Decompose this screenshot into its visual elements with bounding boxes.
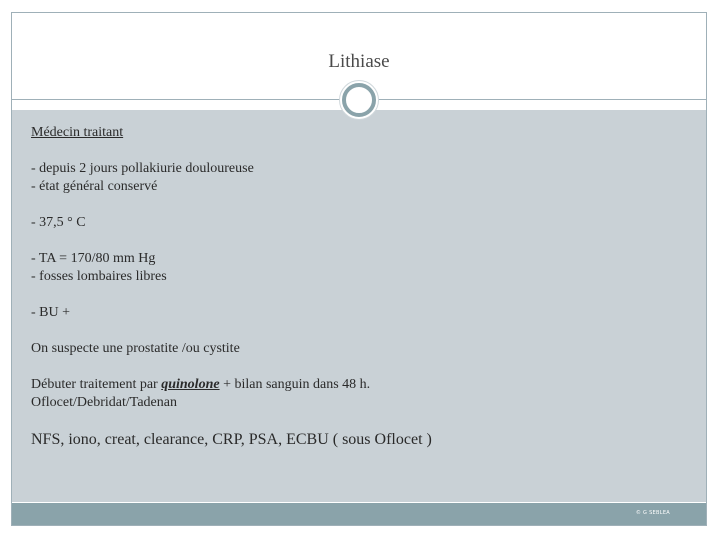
- drugs-list-line: Oflocet/Debridat/Tadenan: [31, 395, 177, 410]
- spacer: [31, 358, 681, 376]
- treatment-prefix: Débuter traitement par: [31, 377, 162, 392]
- treatment-drug: quinolone: [161, 377, 220, 392]
- spacer: [31, 142, 681, 160]
- treatment-line: [31, 376, 681, 394]
- spacer: [31, 232, 681, 250]
- suspicion-line: On suspecte une prostatite /ou cystite: [31, 341, 240, 356]
- labs-line: NFS, iono, creat, clearance, CRP, PSA, ECBU ( sous Oflocet ): [31, 431, 432, 448]
- spacer: [31, 196, 681, 214]
- general-state-line: - état général conservé: [31, 179, 158, 194]
- spacer: [31, 412, 681, 430]
- spacer: [31, 322, 681, 340]
- symptom-line: - depuis 2 jours pollakiurie douloureuse: [31, 161, 254, 176]
- lumbar-line: - fosses lombaires libres: [31, 269, 167, 284]
- footer-copyright: © G SEBLEA: [635, 510, 670, 516]
- blood-pressure-line: - TA = 170/80 mm Hg: [31, 251, 156, 266]
- divider-ring-icon: [342, 83, 376, 117]
- footer-bar: [12, 503, 706, 525]
- slide-title: Lithiase: [328, 51, 390, 72]
- section-heading: Médecin traitant: [31, 125, 124, 140]
- temperature-line: - 37,5 ° C: [31, 215, 86, 230]
- spacer: [31, 286, 681, 304]
- bu-line: - BU +: [31, 305, 71, 320]
- treatment-suffix: + bilan sanguin dans 48 h.: [219, 377, 371, 392]
- slide-content: [31, 124, 681, 450]
